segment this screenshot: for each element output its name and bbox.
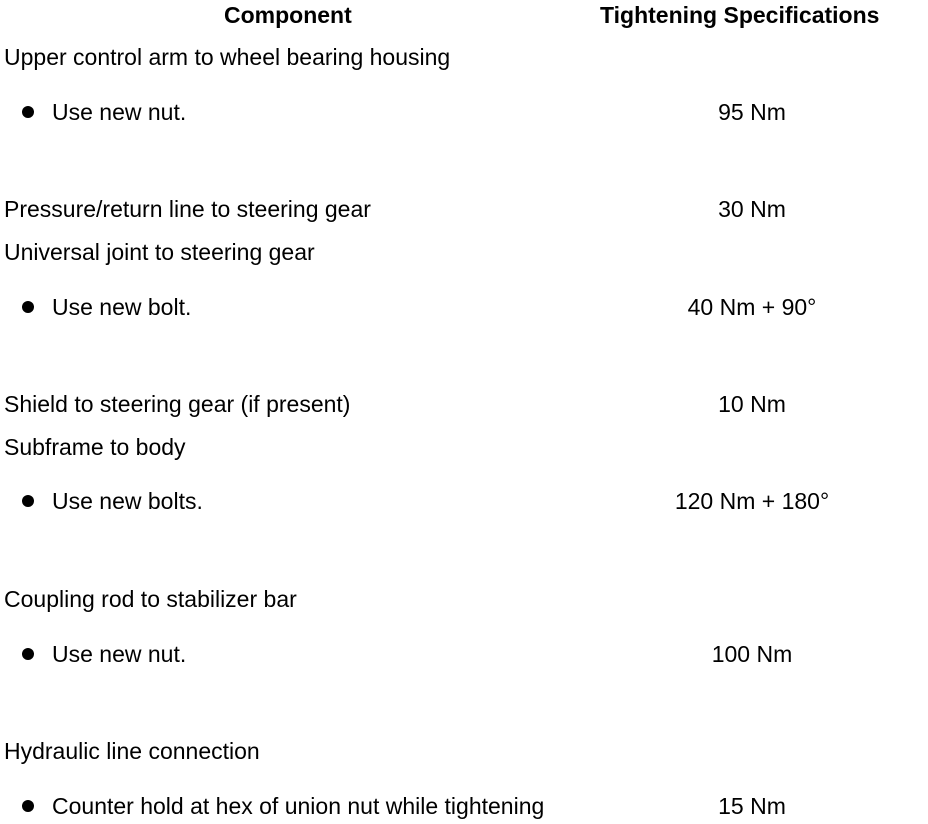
spec-value: 100 Nm [711,641,793,667]
spec-value: 10 Nm [718,391,786,417]
bullet-item [22,97,186,127]
table-row [0,389,928,419]
component-name: Upper control arm to wheel bearing housing [4,44,451,70]
bullet-item [22,791,544,821]
component-name: Subframe to body [4,434,186,460]
spec-value: 15 Nm [718,793,786,819]
component-name: Hydraulic line connection [4,738,260,764]
bullet-icon [22,800,34,812]
bullet-text: Use new nut. [52,99,187,125]
table-row [0,237,928,267]
bullet-icon [22,106,34,118]
bullet-item [22,292,191,322]
bullet-icon [22,495,34,507]
table-row [0,292,928,322]
bullet-text: Counter hold at hex of union nut while tightening [52,793,545,819]
bullet-icon [22,648,34,660]
bullet-item [22,486,203,516]
spec-value: 120 Nm + 180° [674,488,830,514]
table-row [0,194,928,224]
table-row [0,42,928,72]
bullet-text: Use new bolt. [52,294,192,320]
bullet-text: Use new nut. [52,641,187,667]
column-header-component: Component [224,2,352,28]
column-header-spec: Tightening Specifications [600,2,880,28]
component-name: Universal joint to steering gear [4,239,315,265]
spec-value: 40 Nm + 90° [687,294,817,320]
table-row [0,486,928,516]
table-row [0,97,928,127]
bullet-item [22,639,186,669]
component-name: Shield to steering gear (if present) [4,391,351,417]
table-row [0,432,928,462]
table-row [0,584,928,614]
component-name: Pressure/return line to steering gear [4,196,371,222]
table-row [0,639,928,669]
bullet-icon [22,301,34,313]
spec-value: 30 Nm [718,196,786,222]
bullet-text: Use new bolts. [52,488,203,514]
spec-value: 95 Nm [718,99,786,125]
table-row [0,736,928,766]
table-row [0,791,928,821]
component-name: Coupling rod to stabilizer bar [4,586,297,612]
